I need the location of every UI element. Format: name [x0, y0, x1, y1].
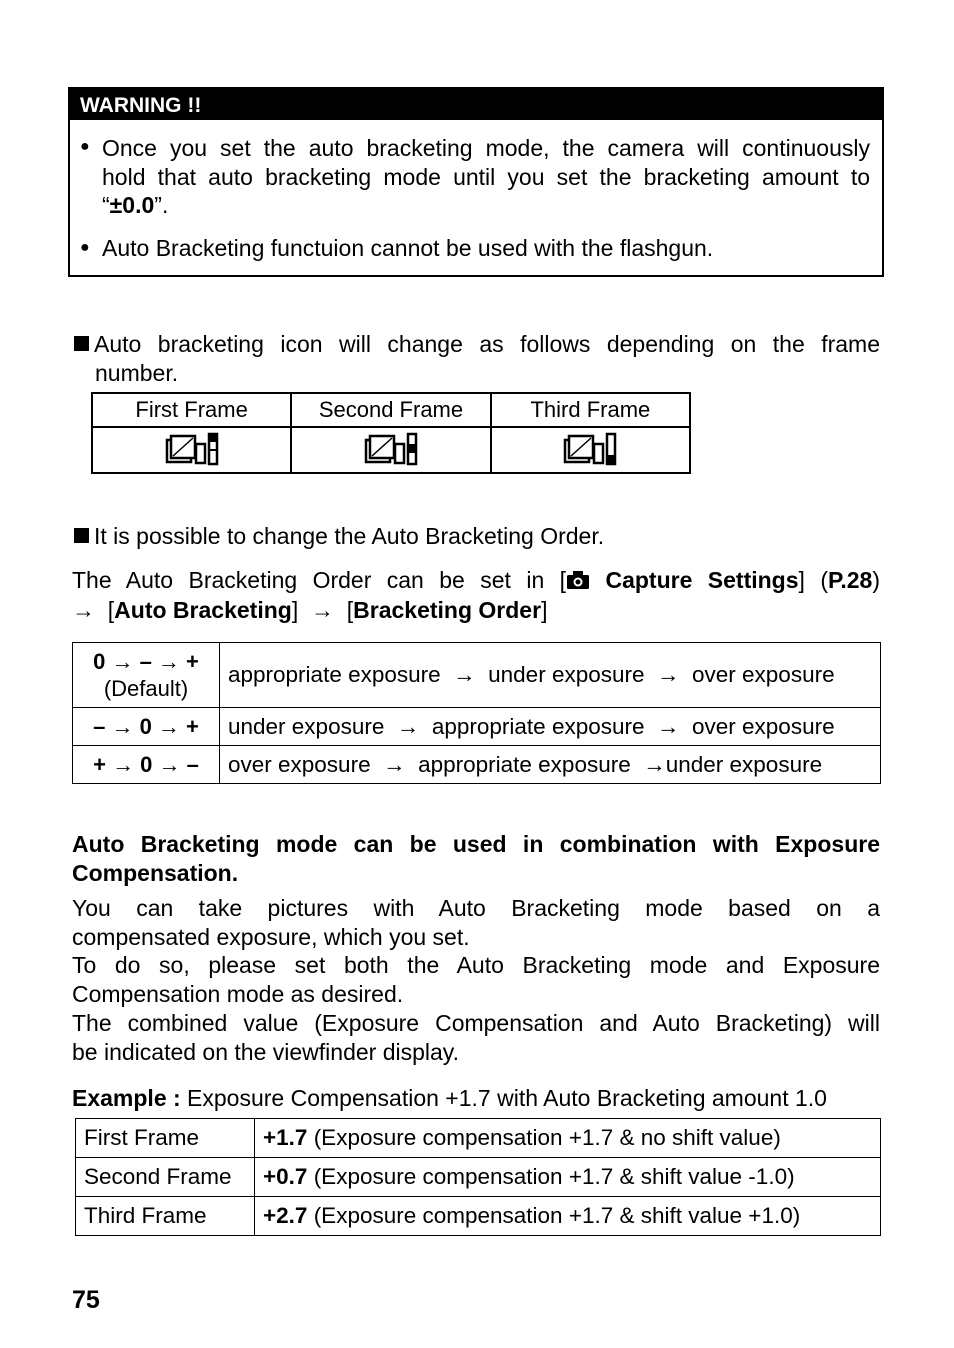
order-key: 0 → – → + [93, 649, 199, 674]
table-row: Third Frame +2.7 (Exposure compensation +1.7 & shift value +1.0) [76, 1197, 881, 1236]
order-key: – → 0 → + [73, 708, 220, 746]
col-first-frame: First Frame [92, 393, 291, 427]
bracket-frame-1-icon [165, 432, 219, 468]
icon-section-intro: Auto bracketing icon will change as follows depending on the frame number. [74, 330, 880, 388]
order-default-label: (Default) [103, 676, 189, 701]
col-third-frame: Third Frame [491, 393, 690, 427]
warning-item-2: Auto Bracketing functuion cannot be used with the flashgun. [102, 235, 714, 261]
bracket-frame-3-icon [563, 432, 617, 468]
order-value: appropriate exposure → under exposure → over exposure [220, 643, 881, 708]
order-value: over exposure → appropriate exposure →under exposure [220, 746, 881, 784]
table-row: Second Frame +0.7 (Exposure compensation +1.7 & shift value -1.0) [76, 1158, 881, 1197]
page-number: 75 [72, 1286, 100, 1314]
order-table [72, 642, 881, 784]
order-paragraph: The Auto Bracketing Order can be set in [ Capture Settings] (P.28) → [Auto Bracketing] → [Bracketing Order] [72, 567, 881, 623]
table-row [73, 746, 881, 784]
bracket-frame-2-icon [364, 432, 418, 468]
table-row: First Frame +1.7 (Exposure compensation +1.7 & no shift value) [76, 1119, 881, 1158]
warning-item-1: Once you set the auto bracketing mode, the camera will continuously hold that auto bracketing mode until you set the bracketing amount to “±0.0”. [102, 135, 870, 218]
order-key: + → 0 → – [73, 746, 220, 784]
bullet: ● [80, 138, 90, 155]
col-second-frame: Second Frame [291, 393, 490, 427]
example-table [75, 1118, 881, 1236]
combo-heading: Auto Bracketing mode can be used in combination with Exposure Compensation. [72, 831, 880, 886]
table-row [73, 708, 881, 746]
order-heading: It is possible to change the Auto Bracketing Order. [74, 522, 604, 550]
bullet: ● [80, 239, 90, 256]
camera-icon [566, 570, 590, 590]
warning-box [68, 87, 884, 277]
square-bullet-icon [74, 528, 89, 543]
warning-header: WARNING !! [70, 89, 882, 120]
square-bullet-icon [74, 336, 89, 351]
order-value: under exposure → appropriate exposure → over exposure [220, 708, 881, 746]
icon-table [91, 392, 691, 474]
combo-body: You can take pictures with Auto Bracketing mode based on a compensated exposure, which you set. To do so, please set both the Auto Bracketing mode and Exposure Compensation mode as desired. The combined value (Exposure Compensation and Auto Bracketing) will be indicated on the viewfinder display. [72, 895, 880, 1065]
example-line: Example : Exposure Compensation +1.7 with Auto Bracketing amount 1.0 [72, 1085, 827, 1111]
table-row [73, 643, 881, 708]
